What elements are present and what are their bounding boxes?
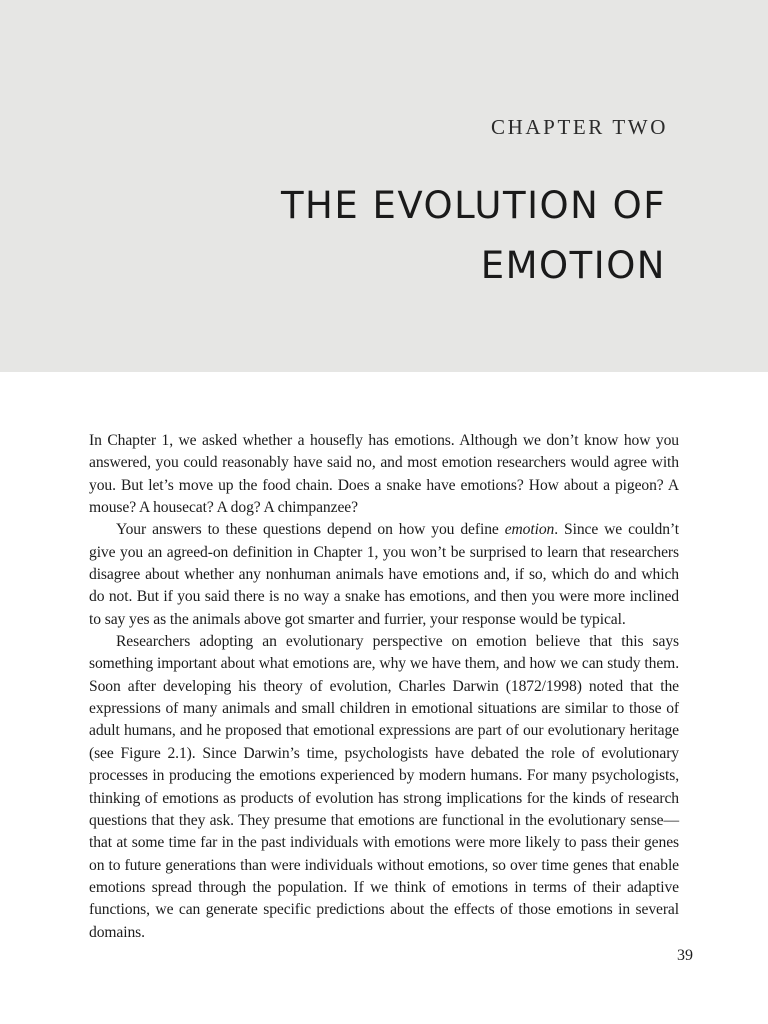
chapter-label: CHAPTER TWO xyxy=(491,115,668,139)
body-text xyxy=(89,430,679,944)
paragraph-3 xyxy=(89,631,679,944)
chapter-title-line-2: EMOTION xyxy=(480,244,666,287)
paragraph-2-text-b: . Since we couldn’t give you an agreed-on definition in Chapter 1, you won’t be surprised to learn that researchers disagree about whether any nonhuman animals have emotions and, if so, which do and which do not. But if you said there is no way a snake has emotions, and then you were more inclined to say yes as the animals above got smarter and furrier, your response would be typical. xyxy=(89,521,679,628)
paragraph-2 xyxy=(89,519,679,631)
paragraph-2-text-a: Your answers to these questions depend on how you define xyxy=(116,521,505,539)
paragraph-3-text: Researchers adopting an evolutionary perspective on emotion believe that this says something important about what emotions are, why we have them, and how we can study them. Soon after developing his theory of evolution, Charles Darwin (1872/1998) noted that the expressions of many animals and small children in emotional situations are similar to those of adult humans, and he proposed that emotional expressions are part of our evolutionary heritage (see Figure 2.1). Since Darwin’s time, psychologists have debated the role of evolutionary processes in producing the emotions experienced by modern humans. For many psychologists, thinking of emotions as products of evolution has strong implications for the kinds of research questions that they ask. They presume that emotions are functional in the evolutionary sense—that at some time far in the past individuals with emotions were more likely to pass their genes on to future generations than were individuals without emotions, so over time genes that enable emotions spread through the population. If we think of emotions in terms of their adaptive functions, we can generate specific predictions about the effects of those emotions in several domains. xyxy=(89,633,679,941)
chapter-title-line-1: THE EVOLUTION OF xyxy=(280,184,666,227)
page-number: 39 xyxy=(677,947,693,964)
chapter-title xyxy=(106,176,666,296)
emphasis-emotion: emotion xyxy=(504,521,555,539)
chapter-header-band xyxy=(0,0,768,372)
paragraph-1-text: In Chapter 1, we asked whether a housefly has emotions. Although we don’t know how you answered, you could reasonably have said no, and most emotion researchers would agree with you. But let’s move up the food chain. Does a snake have emotions? How about a pigeon? A mouse? A housecat? A dog? A chimpanzee? xyxy=(89,432,679,517)
paragraph-1 xyxy=(89,430,679,519)
